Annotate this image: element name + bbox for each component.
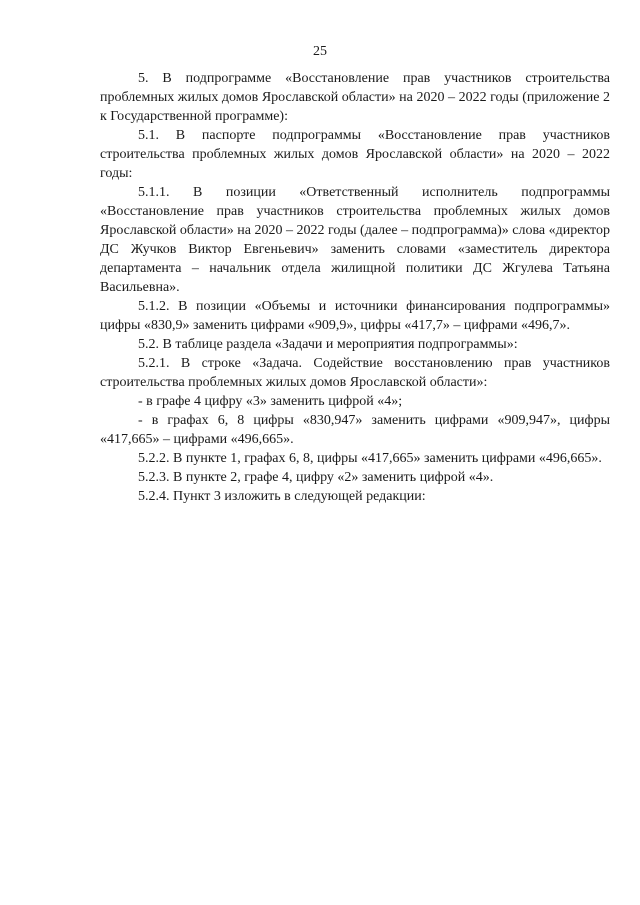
paragraph-5-2: 5.2. В таблице раздела «Задачи и мероприятия подпрограммы»: xyxy=(138,337,518,352)
paragraph-5-1-2: 5.1.2. В позиции «Объемы и источники финансирования подпрограммы» цифры «830,9» заменить цифрами «909,9», цифры «417,7» – цифрами «496,7». xyxy=(100,299,610,333)
paragraph-5-2-3: 5.2.3. В пункте 2, графе 4, цифру «2» заменить цифрой «4». xyxy=(138,470,494,485)
document-body xyxy=(100,69,610,506)
paragraph-5-2-1: 5.2.1. В строке «Задача. Содействие восстановлению прав участников строительства проблемных жилых домов Ярославской области»: xyxy=(100,356,610,390)
paragraph-5-2-2: 5.2.2. В пункте 1, графах 6, 8, цифры «417,665» заменить цифрами «496,665». xyxy=(138,451,602,466)
paragraph-5: 5. В подпрограмме «Восстановление прав участников строительства проблемных жилых домов Ярославской области» на 2020 – 2022 годы (приложение 2 к Государственной программе): xyxy=(100,71,610,124)
list-item-columns-6-8: - в графах 6, 8 цифры «830,947» заменить цифрами «909,947», цифры «417,665» – цифрами «496,665». xyxy=(100,413,610,447)
paragraph-5-1: 5.1. В паспорте подпрограммы «Восстановление прав участников строительства проблемных жилых домов Ярославской области» на 2020 – 2022 годы: xyxy=(100,128,610,181)
paragraph-5-1-1: 5.1.1. В позиции «Ответственный исполнитель подпрограммы «Восстановление прав участников строительства проблемных жилых домов Ярославской области» на 2020 – 2022 годы (далее – подпрограмма)» слова «директор ДС Жучков Виктор Евгеньевич» заменить словами «заместитель директора департамента – начальник отдела жилищной политики ДС Жгулева Татьяна Васильевна». xyxy=(100,185,610,295)
page-number: 25 xyxy=(313,44,327,59)
paragraph-5-2-4: 5.2.4. Пункт 3 изложить в следующей редакции: xyxy=(138,489,426,504)
list-item-column-4: - в графе 4 цифру «3» заменить цифрой «4»; xyxy=(138,394,403,409)
